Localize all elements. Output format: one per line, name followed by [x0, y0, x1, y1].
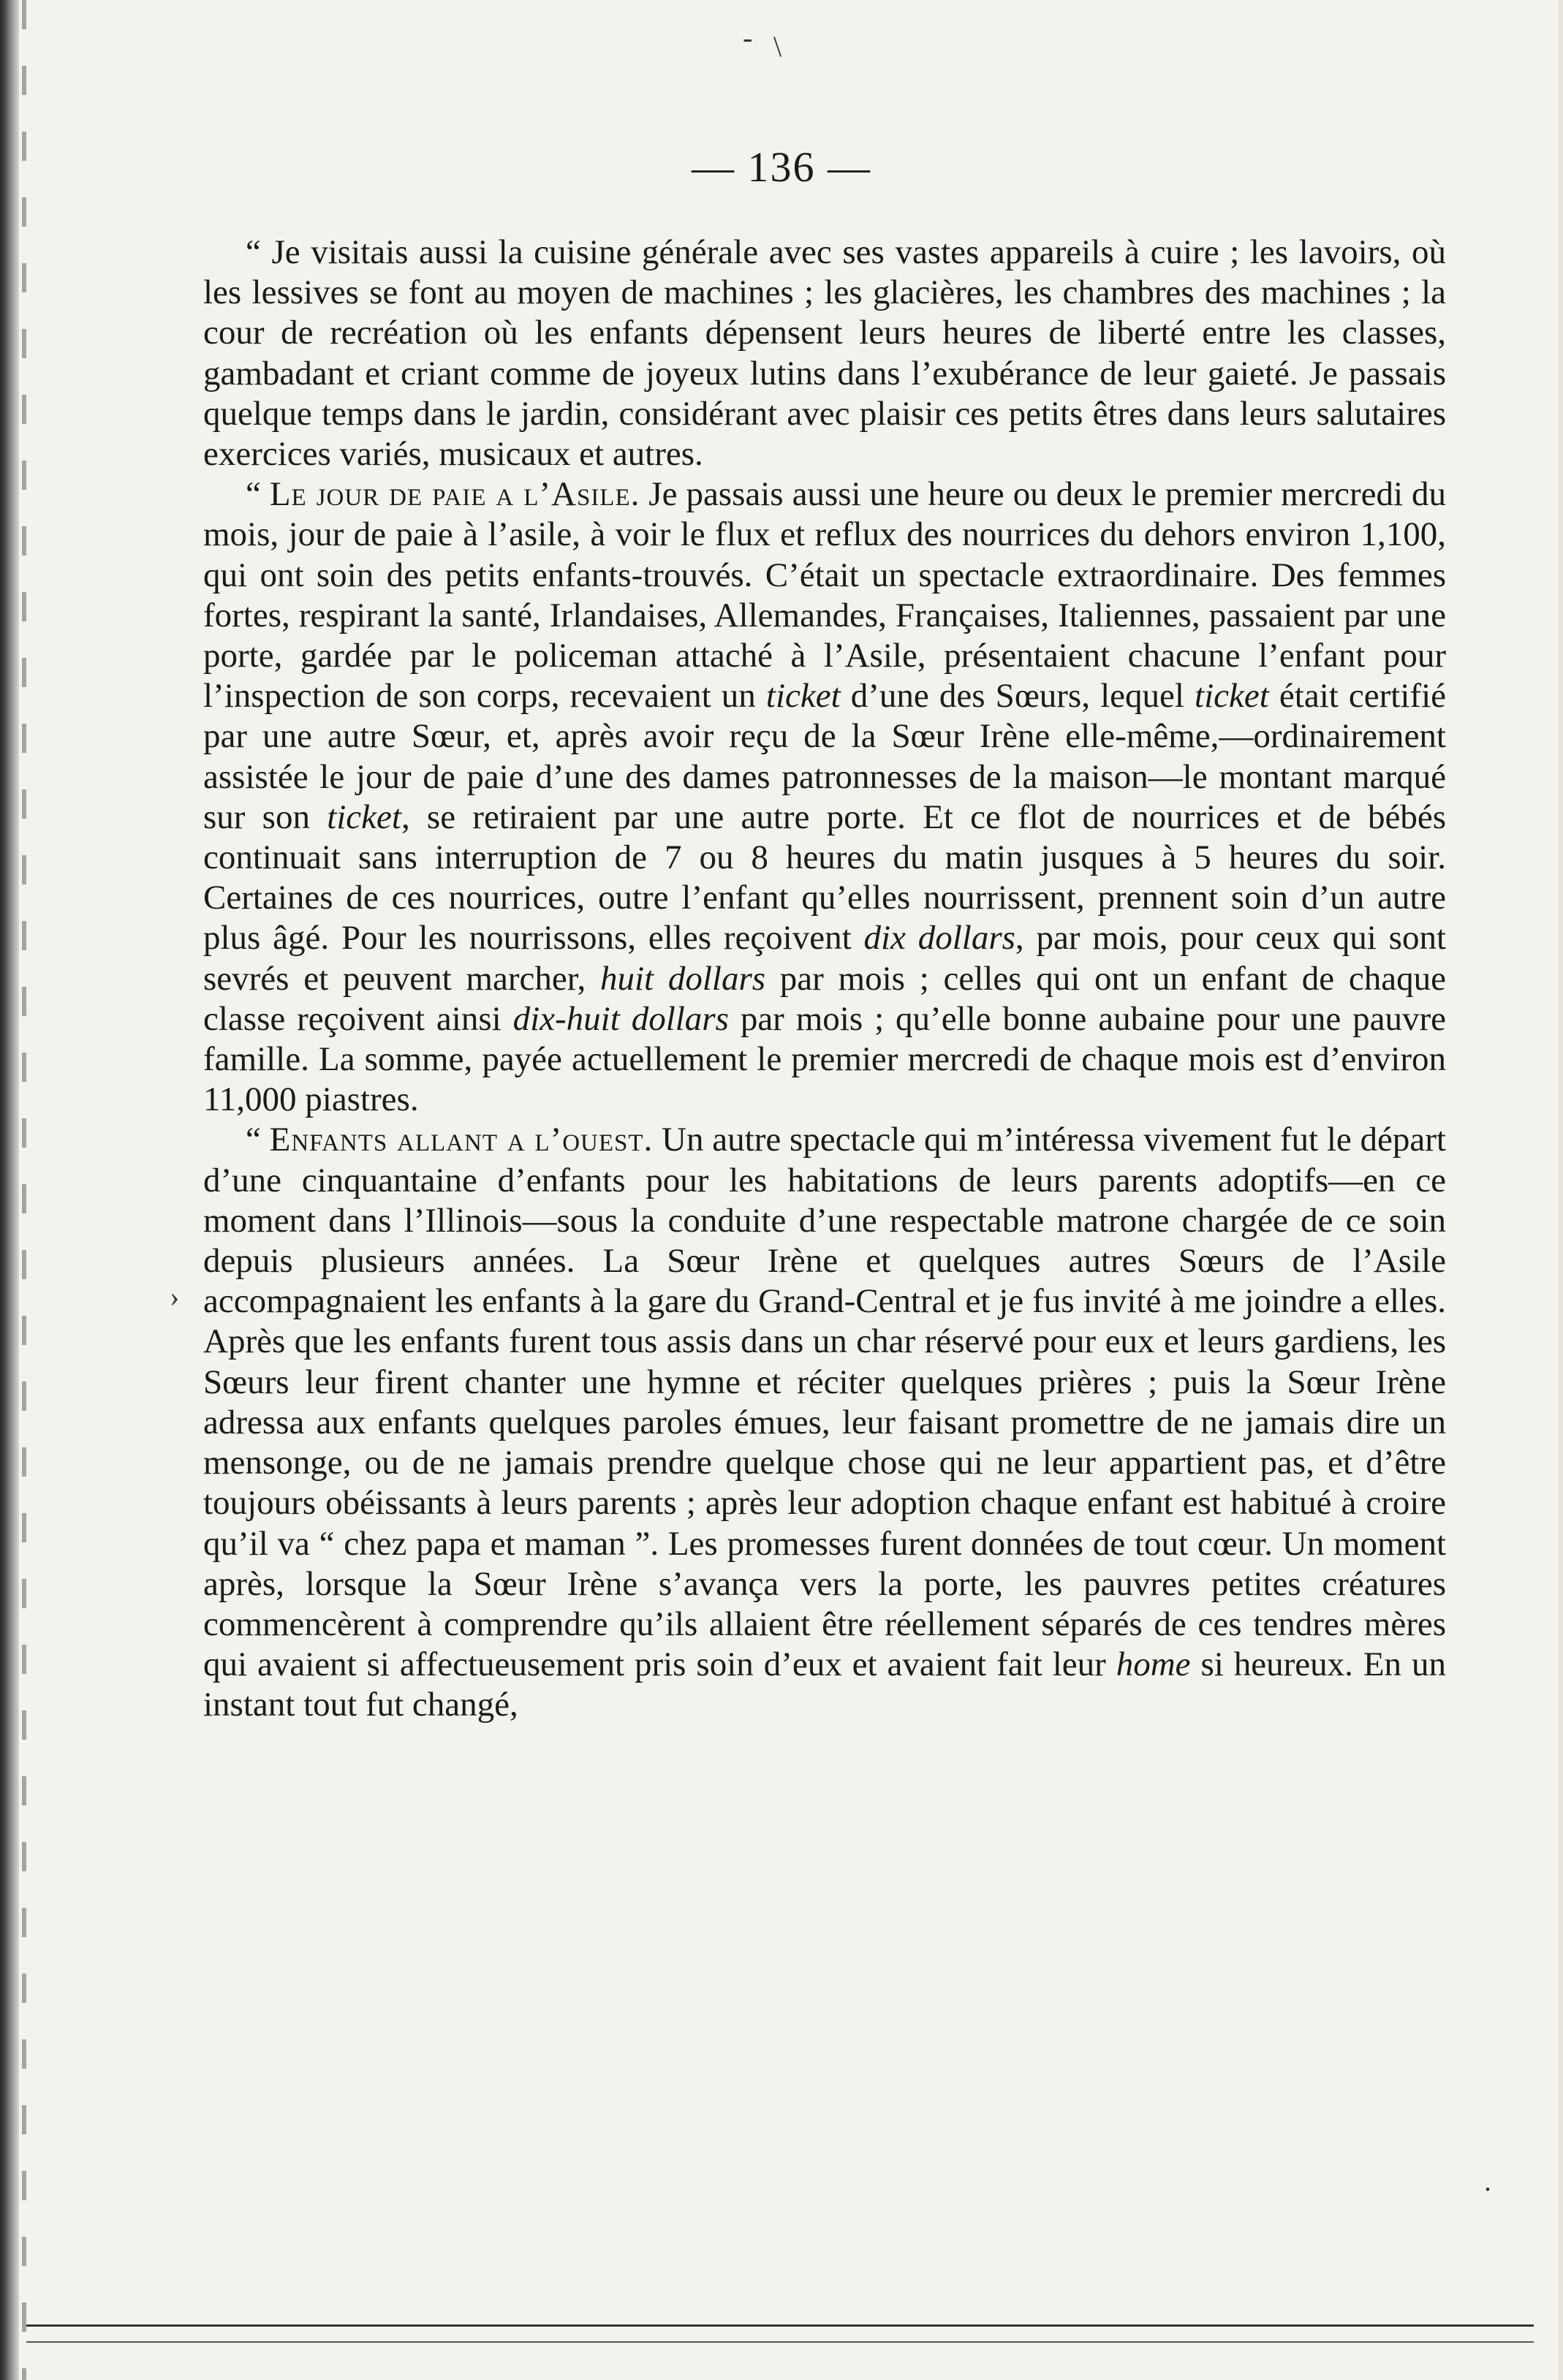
paragraph-jour-de-paie: [203, 474, 1446, 1120]
section-heading: Le jour de paie a l’Asile.: [269, 475, 640, 514]
text-run: , se retiraient par une autre porte. Et ce flot de nourrices et de bébés continuait sans interruption de 7 ou 8 heures du matin jusques à 5 heures du soir. Certaines de ces nourrices, outre l’enfant qu’elles nourrissent, prennent soin d’un autre plus âgé. Pour les nourrissons, elles reçoivent: [203, 797, 1446, 958]
text-run: si heureux. En un instant tout fut changé,: [203, 1645, 1446, 1724]
body-text: [203, 232, 1446, 1726]
text-run: Je passais aussi une heure ou deux le premier mercredi du mois, jour de paie à l’asile, à voir le flux et reflux des nourrices du dehors environ 1,100, qui ont soin des petits enfants-trouvés. C’était un spectacle extraordinaire. Des femmes fortes, respirant la santé, Irlandaises, Allemandes, Françaises, Italiennes, passaient par une porte, gardée par le policeman attaché à l’Asile, présentaient chacune l’enfant pour l’inspection de son corps, recevaient un: [203, 475, 1446, 716]
italic-word: dix dollars: [863, 919, 1015, 958]
text-run: “ Je visitais aussi la cuisine générale avec ses vastes appareils à cuire ; les lavoirs, où les lessives se font au moyen de machines ; les glacières, les chambres des machines ; la cour de recréation où les enfants dépensent leurs heures de liberté entre les classes, gambadant et criant comme de joyeux lutins dans l’exubérance de leur gaieté. Je passais quelque temps dans le jardin, considérant avec plaisir ces petits êtres dans leurs salutaires exercices variés, musicaux et autres.: [203, 233, 1446, 474]
scan-speck: \: [773, 30, 782, 63]
text-run: “: [246, 1121, 270, 1159]
scan-speck: ›: [170, 1280, 180, 1313]
scan-speck: .: [1484, 2164, 1491, 2197]
text-run: , par mois, pour ceux qui sont sevrés et peuvent marcher,: [203, 919, 1447, 998]
text-run: par mois ; qu’elle bonne aubaine pour une pauvre famille. La somme, payée actuellement le premier mercredi de chaque mois est d’environ 11,000 piastres.: [203, 999, 1447, 1119]
text-run: était certifié par une autre Sœur, et, après avoir reçu de la Sœur Irène elle-même,—ordinairement assistée le jour de paie d’une des dames patronnesses de la maison—le montant marqué sur son: [203, 677, 1446, 836]
bottom-page-rule: [26, 2324, 1534, 2343]
text-run: “: [246, 475, 270, 514]
italic-word: huit dollars: [599, 959, 766, 998]
italic-word: ticket: [765, 677, 841, 716]
page-binding-edge: [0, 0, 19, 2380]
text-run: Un autre spectacle qui m’intéressa vivement fut le départ d’une cinquantaine d’enfants pour les habitations de leurs parents adoptifs—en ce moment dans l’Illinois—sous la conduite d’une respectable matrone chargée de ce soin depuis plusieurs années. La Sœur Irène et quelques autres Sœurs de l’Asile accompagnaient les enfants à la gare du Grand-Central et je fus invité à me joindre a elles. Après que les enfants furent tous assis dans un char réservé pour eux et leurs gardiens, les Sœurs leur firent chanter une hymne et réciter quelques prières ; puis la Sœur Irène adressa aux enfants quelques paroles émues, leur faisant promettre de ne jamais dire un mensonge, ou de ne jamais prendre quelque chose qui ne leur appartient pas, et d’être toujours obéissants à leurs parents ; après leur adoption chaque enfant est habitué à croire qu’il va “ chez papa et maman ”. Les promesses furent données de tout cœur. Un moment après, lorsque la Sœur Irène s’avança vers la porte, les pauvres petites créatures commencèrent à comprendre qu’ils allaient être réellement séparés de ces tendres mères qui avaient si affectueusement pris soin d’eux et avaient fait leur: [203, 1121, 1446, 1684]
italic-word: home: [1116, 1645, 1191, 1684]
section-heading: Enfants allant a l’ouest.: [269, 1121, 654, 1159]
text-run: par mois ; celles qui ont un enfant de chaque classe reçoivent ainsi: [203, 959, 1446, 1038]
italic-word: dix-huit dollars: [512, 999, 729, 1038]
page-binding-shadow: [22, 0, 26, 2380]
scan-speck: -: [743, 21, 753, 54]
italic-word: ticket: [1195, 677, 1269, 716]
text-run: d’une des Sœurs, lequel: [840, 677, 1195, 716]
paragraph-cuisine: [203, 232, 1446, 474]
page-right-edge: [1559, 0, 1563, 2380]
italic-word: ticket: [327, 797, 401, 836]
paragraph-enfants-ouest: [203, 1120, 1446, 1725]
page-number: — 136 —: [692, 143, 871, 191]
